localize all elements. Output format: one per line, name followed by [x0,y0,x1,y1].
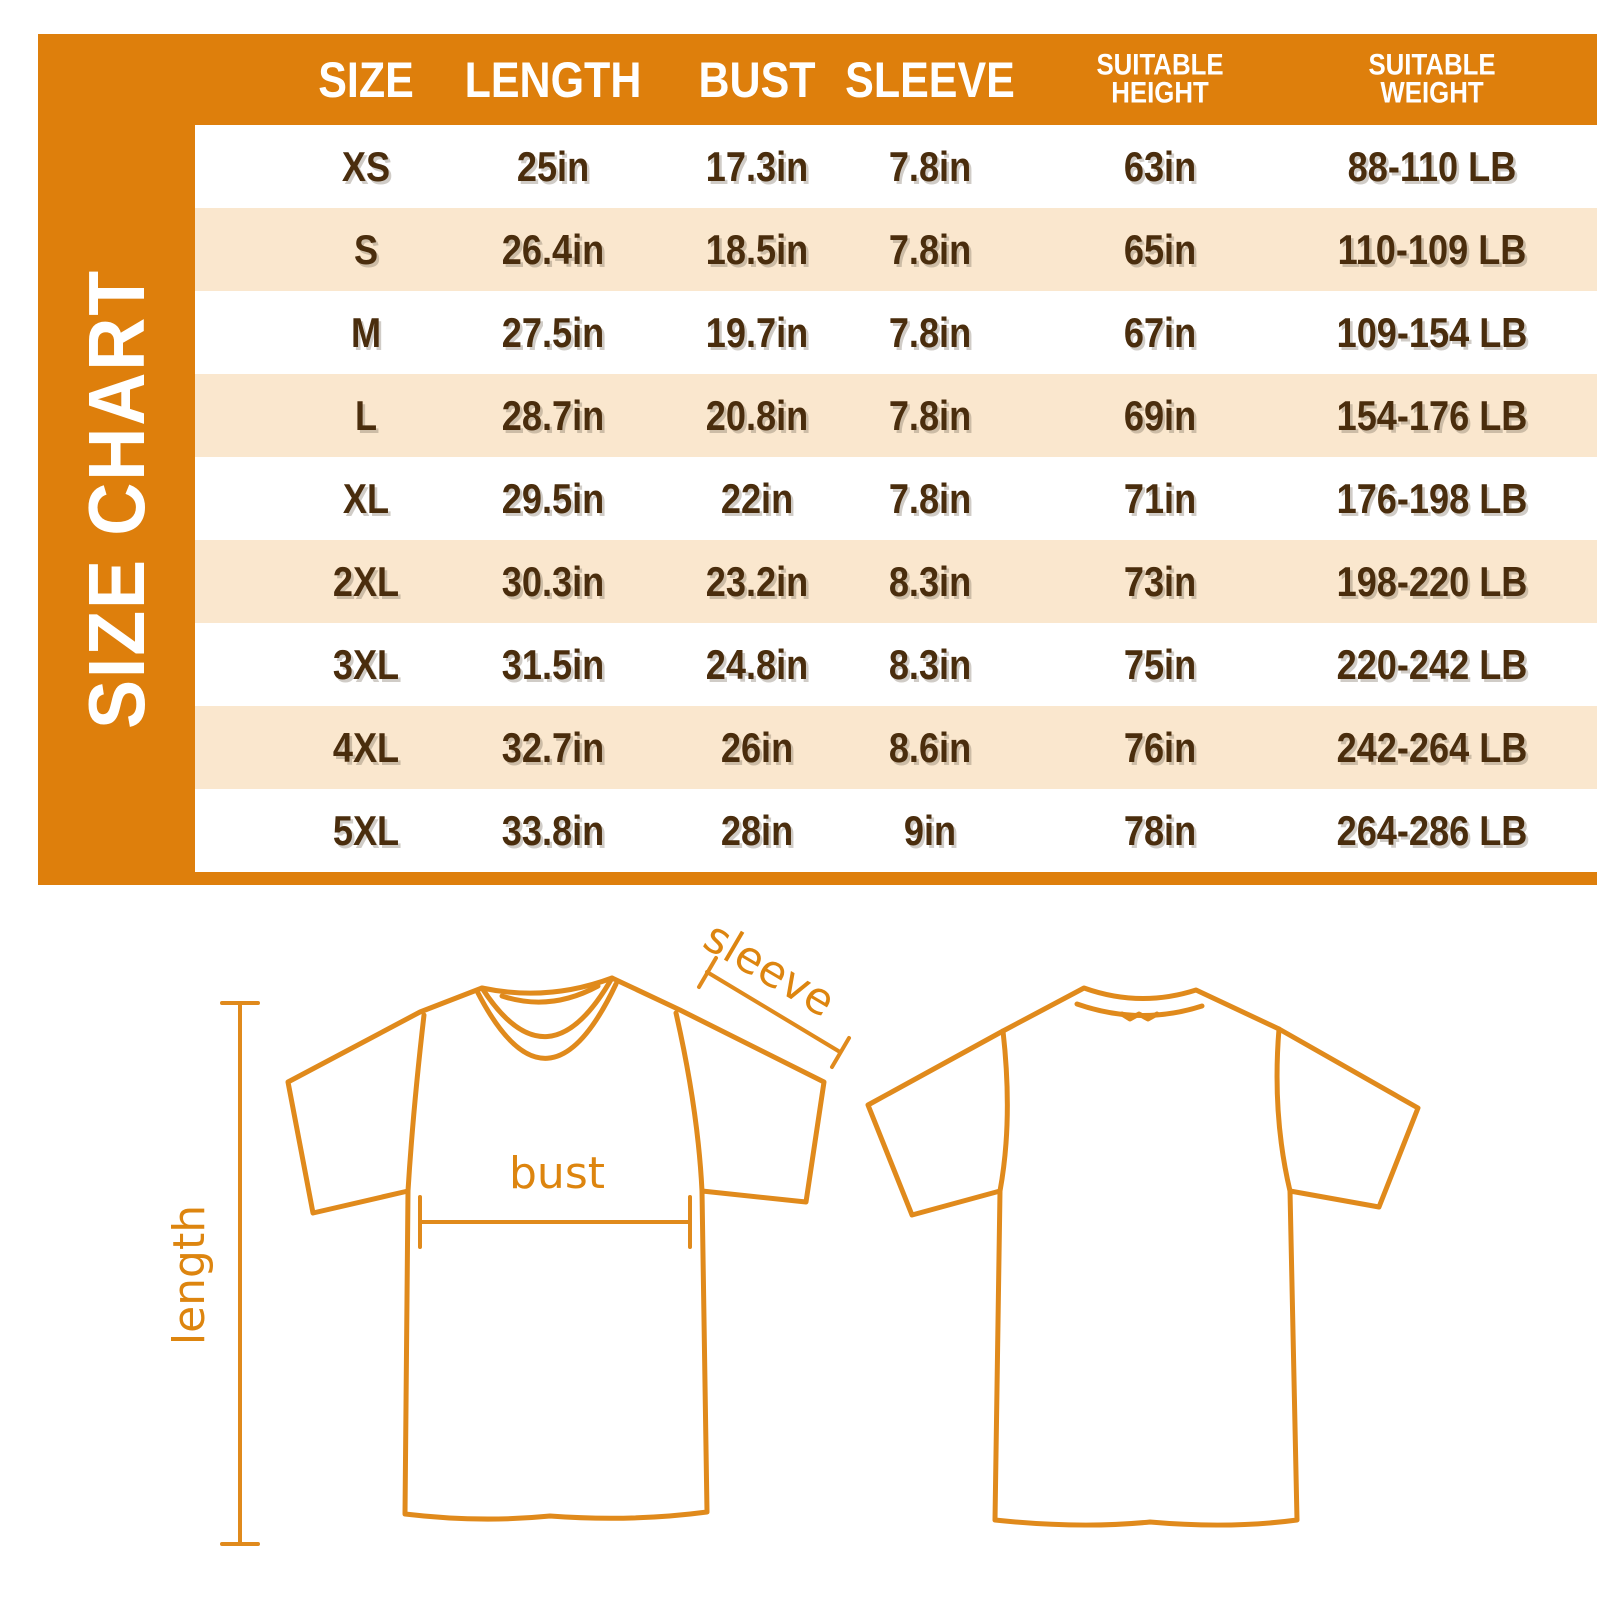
cell-sleeve: 7.8in [888,391,971,439]
header-bust: BUST [698,51,816,108]
cell-sleeve: 7.8in [888,308,971,356]
cell-length: 29.5in [501,474,604,522]
back-collar-stitch [1122,1014,1157,1019]
cell-height: 67in [1123,308,1196,356]
shirt-measurement-diagram [0,900,1600,1600]
table-row-3xl [195,623,1597,706]
cell-size: XS [341,142,391,190]
header-suitable-weight: SUITABLE WEIGHT [1368,48,1496,110]
cell-weight: 88-110 LB [1347,142,1516,190]
cell-length: 33.8in [501,806,604,854]
length-dimension [164,1003,258,1544]
table-row-xl [195,457,1597,540]
cell-height: 76in [1123,723,1196,771]
back-right-body-seam [1277,1029,1290,1191]
cell-size: XL [342,474,390,522]
cell-length: 28.7in [501,391,604,439]
cell-height: 65in [1123,225,1196,273]
table-row-m [195,291,1597,374]
cell-size: 3XL [332,640,400,688]
cell-size: 5XL [332,806,400,854]
table-row-2xl [195,540,1597,623]
cell-bust: 24.8in [705,640,809,688]
cell-sleeve: 8.3in [888,557,971,605]
sleeve-dimension [695,911,849,1067]
cell-height: 73in [1123,557,1196,605]
back-shirt-outline [868,988,1418,1525]
cell-weight: 198-220 LB [1336,557,1527,605]
cell-bust: 23.2in [705,557,809,605]
cell-length: 30.3in [501,557,604,605]
size-chart-title-vertical [38,125,195,872]
cell-weight: 110-109 LB [1337,225,1526,273]
cell-height: 69in [1123,391,1196,439]
header-length: LENGTH [464,51,641,108]
cell-size: M [350,308,382,356]
cell-weight: 154-176 LB [1336,391,1527,439]
cell-height: 78in [1123,806,1196,854]
header-sleeve: SLEEVE [844,51,1015,108]
cell-weight: 109-154 LB [1336,308,1527,356]
cell-weight: 220-242 LB [1336,640,1527,688]
front-shirt-drawing [288,978,824,1519]
cell-bust: 18.5in [705,225,809,273]
cell-sleeve: 7.8in [888,474,971,522]
cell-size: 2XL [332,557,400,605]
table-row-l [195,374,1597,457]
sleeve-label: sleeve [695,911,844,1028]
cell-length: 26.4in [501,225,604,273]
table-row-s [195,208,1597,291]
front-left-body-seam [408,1015,424,1191]
cell-bust: 26in [721,723,794,771]
table-row-xs [195,125,1597,208]
back-left-body-seam [1000,1031,1007,1191]
length-label: length [164,1204,215,1346]
cell-bust: 28in [721,806,794,854]
cell-sleeve: 7.8in [888,142,971,190]
cell-sleeve: 8.6in [888,723,971,771]
cell-size: 4XL [332,723,400,771]
cell-sleeve: 7.8in [888,225,971,273]
cell-length: 32.7in [501,723,604,771]
back-shirt-drawing [868,988,1418,1525]
size-table [195,125,1597,872]
cell-bust: 17.3in [705,142,809,190]
page-title: SIZE CHART [71,268,161,729]
bust-dimension [420,1148,690,1247]
table-row-4xl [195,706,1597,789]
front-right-body-seam [676,1013,702,1191]
table-header-row [195,34,1597,125]
cell-height: 75in [1123,640,1196,688]
cell-bust: 20.8in [705,391,809,439]
cell-weight: 264-286 LB [1336,806,1527,854]
cell-size: L [354,391,378,439]
bust-dimension-line [420,1197,690,1247]
cell-weight: 176-198 LB [1336,474,1527,522]
cell-length: 27.5in [501,308,604,356]
front-collar-outer-arc [478,984,616,1058]
cell-height: 71in [1123,474,1196,522]
cell-height: 63in [1123,142,1196,190]
header-suitable-height: SUITABLE HEIGHT [1096,48,1224,110]
cell-size: S [353,225,379,273]
table-row-5xl [195,789,1597,872]
cell-bust: 19.7in [705,308,809,356]
cell-weight: 242-264 LB [1336,723,1527,771]
cell-sleeve: 8.3in [888,640,971,688]
cell-length: 25in [516,142,589,190]
header-size: SIZE [318,51,414,108]
size-chart-panel [38,34,1597,885]
bust-label: bust [509,1148,605,1199]
length-dimension-line [222,1003,258,1544]
cell-sleeve: 9in [903,806,956,854]
cell-length: 31.5in [501,640,604,688]
cell-bust: 22in [721,474,794,522]
